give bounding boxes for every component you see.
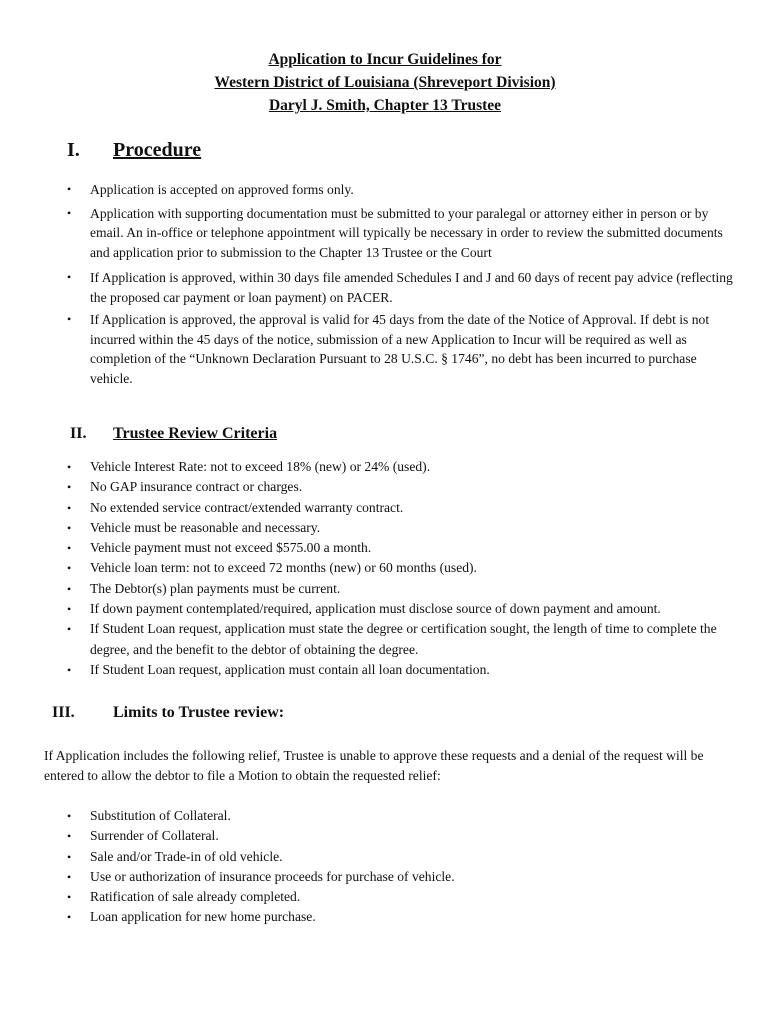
list-item: • Loan application for new home purchase. bbox=[90, 907, 690, 927]
bullet-icon: • bbox=[67, 520, 72, 535]
bullet-icon: • bbox=[67, 182, 72, 196]
bullet-icon: • bbox=[67, 270, 72, 284]
bullet-icon: • bbox=[67, 602, 72, 617]
list-item: • Ratification of sale already completed. bbox=[90, 887, 690, 907]
bullet-icon: • bbox=[67, 205, 72, 220]
list-item: • No GAP insurance contract or charges. bbox=[90, 477, 740, 497]
review-criteria-list bbox=[67, 457, 740, 680]
bullet-icon: • bbox=[67, 500, 72, 515]
bullet-icon: • bbox=[67, 849, 72, 864]
bullet-icon: • bbox=[67, 622, 72, 637]
list-item: • The Debtor(s) plan payments must be current. bbox=[90, 579, 740, 599]
bullet-icon: • bbox=[67, 662, 72, 677]
section-numeral: III. bbox=[52, 704, 75, 721]
bullet-icon: • bbox=[67, 480, 72, 495]
title-line-1: Application to Incur Guidelines for bbox=[268, 51, 502, 68]
list-item: • Use or authorization of insurance proceeds for purchase of vehicle. bbox=[90, 867, 690, 887]
list-item: • If Student Loan request, application must contain all loan documentation. bbox=[90, 660, 740, 680]
bullet-icon: • bbox=[67, 890, 72, 905]
title-line-2: Western District of Louisiana (Shreveport Division) bbox=[214, 74, 556, 91]
list-item: • If Application is approved, the approval is valid for 45 days from the date of the Notice of Approval. If debt is not incurred within the 45 days of the notice, submission of a new Application to Incur will be required as well as completion of the “Unknown Declaration Pursuant to 28 U.S.C. § 1746”, no debt has been incurred to purchase vehicle. bbox=[67, 312, 710, 386]
section-title: Trustee Review Criteria bbox=[113, 425, 278, 442]
section-numeral: I. bbox=[67, 139, 80, 161]
list-item: • Application with supporting documentation must be submitted to your paralegal or attorney either in person or by email. An in-office or telephone appointment will typically be necessary in order to review the submitted documents and application prior to submission to the Chapter 13 Trustee or the Court bbox=[67, 205, 723, 260]
list-item: • If down payment contemplated/required, application must disclose source of down payment and amount. bbox=[90, 599, 740, 619]
title-line-3: Daryl J. Smith, Chapter 13 Trustee bbox=[268, 97, 502, 114]
limits-intro-paragraph: If Application includes the following relief, Trustee is unable to approve these requests and a denial of the request will be entered to allow the debtor to file a Motion to obtain the requested relief: bbox=[44, 748, 704, 783]
list-item: • Vehicle payment must not exceed $575.00 a month. bbox=[90, 538, 740, 558]
bullet-icon: • bbox=[67, 312, 72, 326]
list-item: • Vehicle loan term: not to exceed 72 months (new) or 60 months (used). bbox=[90, 558, 740, 578]
list-item: • Application is accepted on approved forms only. bbox=[90, 180, 740, 200]
bullet-icon: • bbox=[67, 829, 72, 844]
bullet-icon: • bbox=[67, 910, 72, 925]
limits-list bbox=[67, 806, 690, 928]
list-item: • Surrender of Collateral. bbox=[90, 826, 690, 846]
list-item: • Vehicle Interest Rate: not to exceed 18% (new) or 24% (used). bbox=[90, 457, 740, 477]
bullet-icon: • bbox=[67, 809, 72, 823]
bullet-icon: • bbox=[67, 561, 72, 576]
list-item: • No extended service contract/extended warranty contract. bbox=[90, 498, 740, 518]
section-numeral: II. bbox=[70, 425, 87, 442]
bullet-icon: • bbox=[67, 541, 72, 556]
list-item: • Substitution of Collateral. bbox=[90, 806, 690, 826]
bullet-icon: • bbox=[67, 460, 72, 474]
section-title: Procedure bbox=[113, 139, 202, 161]
document-title bbox=[0, 48, 770, 117]
bullet-icon: • bbox=[67, 869, 72, 884]
bullet-icon: • bbox=[67, 581, 72, 596]
section-title: Limits to Trustee review: bbox=[113, 704, 285, 721]
list-item: • If Student Loan request, application must state the degree or certification sought, the length of time to complete the degree, and the benefit to the debtor of obtaining the degree. bbox=[67, 621, 717, 657]
list-item: • If Application is approved, within 30 days file amended Schedules I and J and 60 days of recent pay advice (reflecting the proposed car payment or loan payment) on PACER. bbox=[67, 270, 733, 305]
list-item: • Sale and/or Trade-in of old vehicle. bbox=[90, 847, 690, 867]
procedure-list bbox=[67, 180, 740, 392]
list-item: • Vehicle must be reasonable and necessary. bbox=[90, 518, 740, 538]
